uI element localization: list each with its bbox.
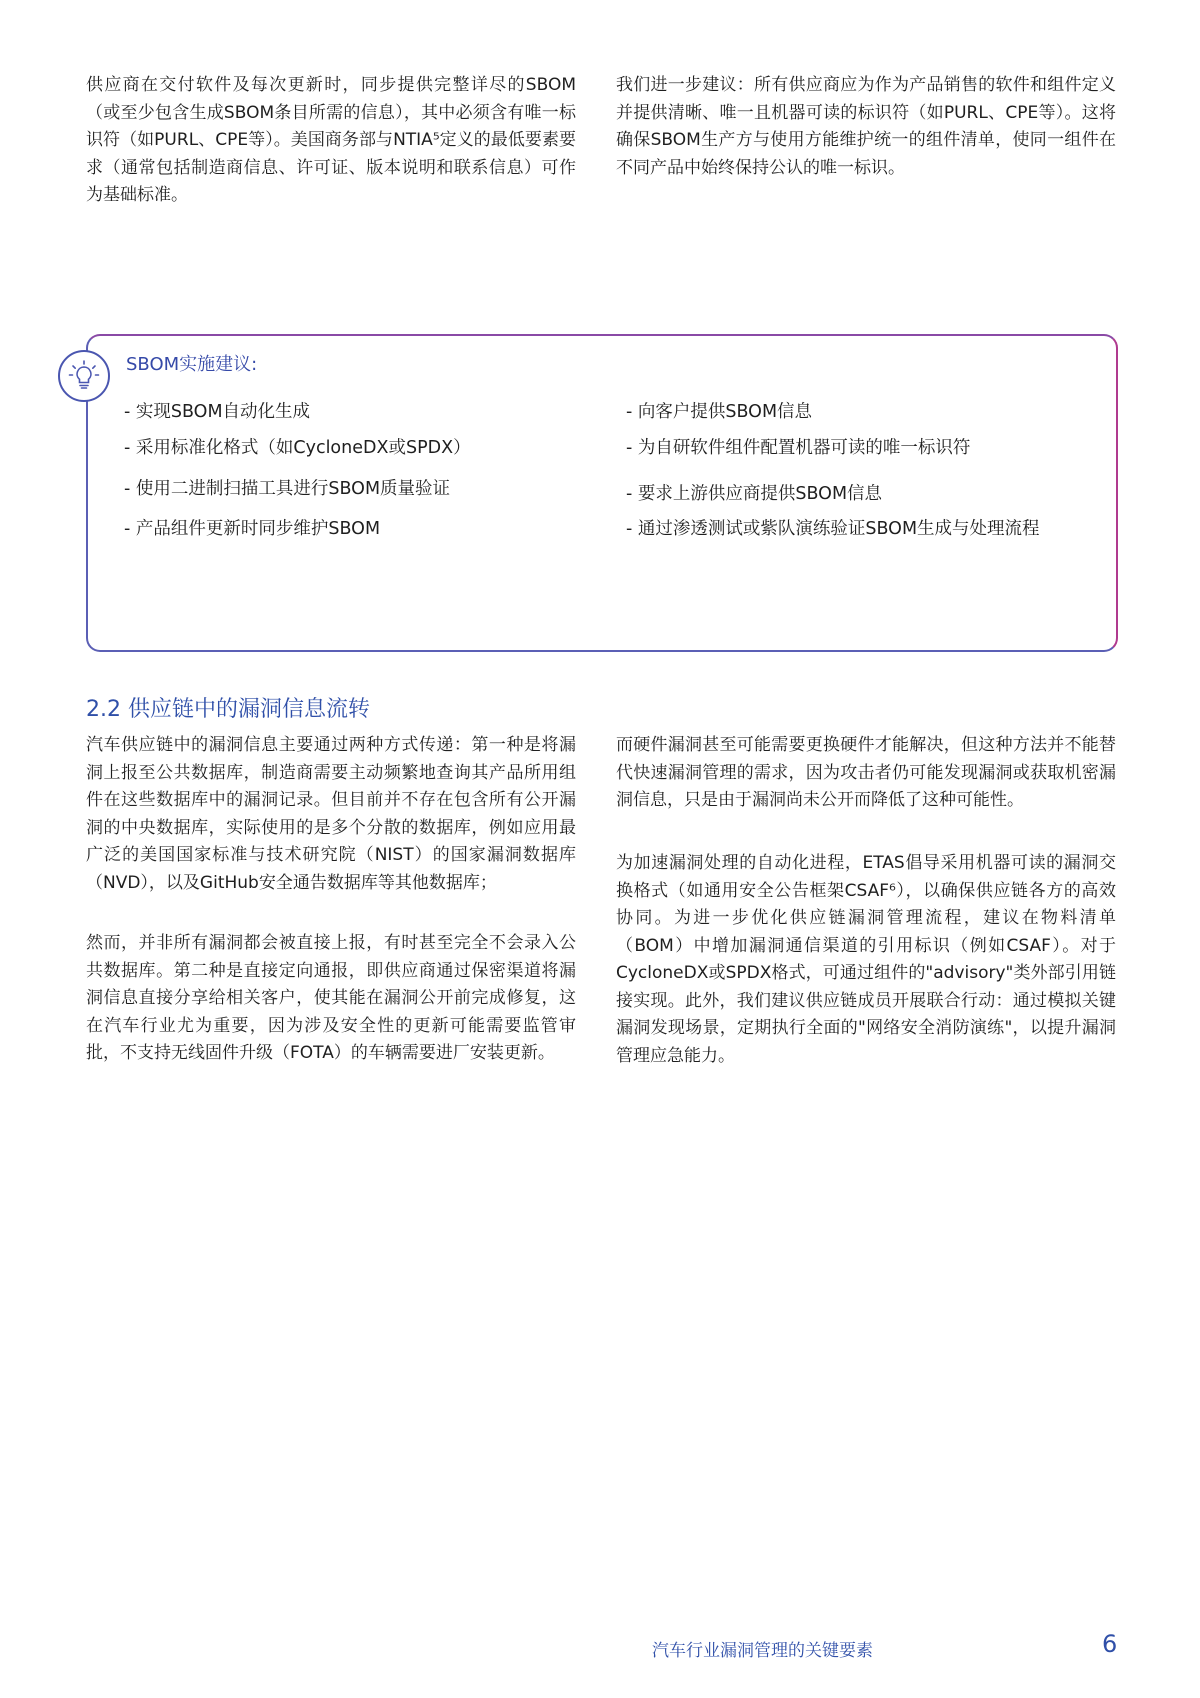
list-item: - 产品组件更新时同步维护SBOM <box>124 519 381 539</box>
footer-document-title: 汽车行业漏洞管理的关键要素 <box>652 1641 873 1661</box>
section-paragraph-right-1: 而硬件漏洞甚至可能需要更换硬件才能解决，但这种方法并不能替代快速漏洞管理的需求，因为攻击者仍可能发现漏洞或获取机密漏洞信息，只是由于漏洞尚未公开而降低了这种可能性。 <box>616 735 1116 810</box>
list-item: - 通过渗透测试或紫队演练验证SBOM生成与处理流程 <box>626 519 1040 539</box>
intro-paragraph-right: 我们进一步建议：所有供应商应为作为产品销售的软件和组件定义并提供清晰、唯一且机器可读的标识符（如PURL、CPE等）。这将确保SBOM生产方与使用方能维护统一的组件清单，使同一组件在不同产品中始终保持公认的唯一标识。 <box>616 75 1116 178</box>
list-item: - 要求上游供应商提供SBOM信息 <box>626 484 883 504</box>
list-item: - 使用二进制扫描工具进行SBOM质量验证 <box>124 479 451 499</box>
list-item: - 为自研软件组件配置机器可读的唯一标识符 <box>626 438 971 458</box>
list-item: - 采用标准化格式（如CycloneDX或SPDX） <box>124 438 471 458</box>
intro-paragraph-left: 供应商在交付软件及每次更新时，同步提供完整详尽的SBOM（或至少包含生成SBOM条目所需的信息），其中必须含有唯一标识符（如PURL、CPE等）。美国商务部与NTIA⁵定义的最低要素要求（通常包括制造商信息、许可证、版本说明和联系信息）可作为基础标准。 <box>86 75 576 205</box>
section-paragraph-left-1: 汽车供应链中的漏洞信息主要通过两种方式传递：第一种是将漏洞上报至公共数据库，制造商需要主动频繁地查询其产品所用组件在这些数据库中的漏洞记录。但目前并不存在包含所有公开漏洞的中央数据库，实际使用的是多个分散的数据库，例如应用最广泛的美国国家标准与技术研究院（NIST）的国家漏洞数据库（NVD），以及GitHub安全通告数据库等其他数据库； <box>86 735 576 893</box>
section-heading: 2.2 供应链中的漏洞信息流转 <box>86 697 370 722</box>
lightbulb-icon <box>58 350 110 402</box>
list-item: - 实现SBOM自动化生成 <box>124 402 311 422</box>
section-paragraph-left-2: 然而，并非所有漏洞都会被直接上报，有时甚至完全不会录入公共数据库。第二种是直接定向通报，即供应商通过保密渠道将漏洞信息直接分享给相关客户，使其能在漏洞公开前完成修复，这在汽车行业尤为重要，因为涉及安全性的更新可能需要监管审批，不支持无线固件升级（FOTA）的车辆需要进厂安装更新。 <box>86 933 576 1063</box>
section-paragraph-right-2: 为加速漏洞处理的自动化进程，ETAS倡导采用机器可读的漏洞交换格式（如通用安全公告框架CSAF⁶），以确保供应链各方的高效协同。为进一步优化供应链漏洞管理流程，建议在物料清单（BOM）中增加漏洞通信渠道的引用标识（例如CSAF）。对于CycloneDX或SPDX格式，可通过组件的"advisory"类外部引用链接实现。此外，我们建议供应链成员开展联合行动：通过模拟关键漏洞发现场景，定期执行全面的"网络安全消防演练"，以提升漏洞管理应急能力。 <box>616 853 1116 1066</box>
page-number: 6 <box>1102 1630 1118 1658</box>
callout-title: SBOM实施建议: <box>126 354 258 375</box>
list-item: - 向客户提供SBOM信息 <box>626 402 813 422</box>
